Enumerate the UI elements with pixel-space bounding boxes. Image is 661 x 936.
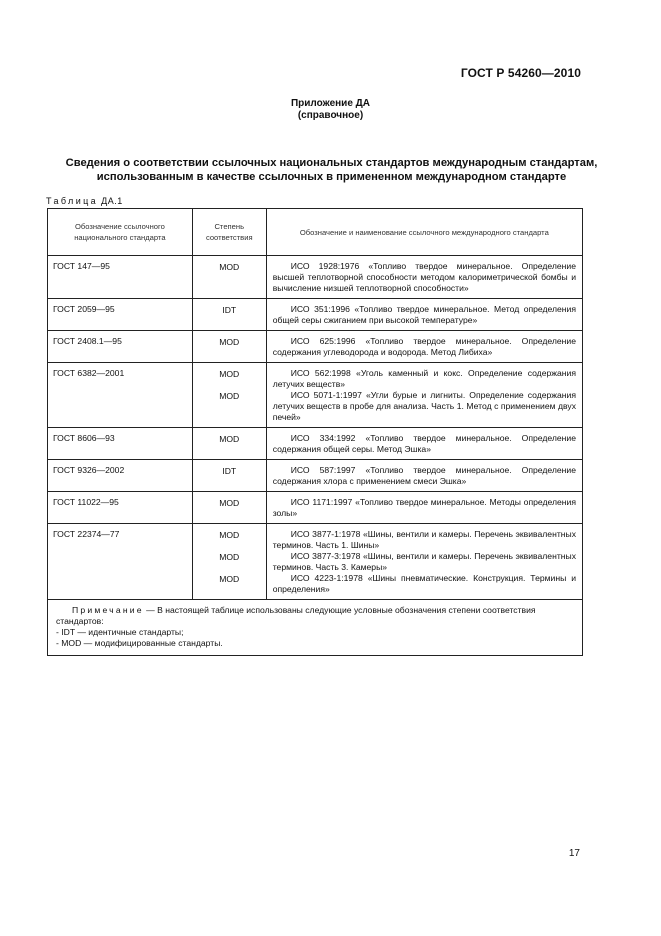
degree-value: MOD: [219, 261, 240, 272]
degree-cell: [192, 428, 266, 460]
degree-value: MOD: [219, 573, 240, 584]
note-item-idt: - IDT — идентичные стандарты;: [56, 627, 184, 637]
degree-value: MOD: [219, 390, 240, 401]
international-standard-ref: ИСО 3877-1:1978 «Шины, вентили и камеры. Перечень эквивалентных терминов. Часть 1. Шины»: [272, 529, 576, 550]
table-row: [48, 331, 583, 363]
international-standard-ref: ИСО 562:1998 «Уголь каменный и кокс. Определение содержания летучих веществ»: [272, 368, 576, 389]
header-national-standard: Обозначение ссылочного национального стандарта: [48, 209, 193, 256]
appendix-kind: (справочное): [297, 110, 364, 121]
national-standard-cell: ГОСТ 22374—77: [48, 524, 193, 600]
international-standard-ref: ИСО 625:1996 «Топливо твердое минеральное. Определение содержания углеводорода и водорода. Метод Либиха»: [272, 336, 576, 357]
degree-cell: [192, 256, 266, 299]
degree-value: MOD: [219, 368, 240, 379]
international-standard-cell: [266, 331, 582, 363]
appendix-name: Приложение ДА: [290, 98, 371, 109]
international-standard-ref: ИСО 4223-1:1978 «Шины пневматические. Конструкция. Термины и определения»: [272, 573, 576, 594]
table-body: [48, 256, 583, 600]
national-standard-cell: ГОСТ 147—95: [48, 256, 193, 299]
national-standard-cell: ГОСТ 2059—95: [48, 299, 193, 331]
note-label: Примечание: [72, 605, 144, 615]
table-caption-number: ДА.1: [101, 196, 123, 206]
national-standard-cell: ГОСТ 11022—95: [48, 492, 193, 524]
appendix-heading: [0, 98, 661, 122]
table-row: [48, 492, 583, 524]
national-standard-cell: ГОСТ 2408.1—95: [48, 331, 193, 363]
note-body: — В настоящей таблице использованы следующие условные обозначения степени соответствия стандартов:: [56, 605, 536, 626]
table-caption: [46, 196, 123, 206]
title-line-2: использованным в качестве ссылочных в примененном международном стандарте: [96, 171, 567, 183]
national-standard-cell: ГОСТ 6382—2001: [48, 363, 193, 428]
page-number: 17: [568, 848, 580, 859]
degree-value: MOD: [219, 551, 240, 562]
international-standard-cell: [266, 524, 582, 600]
title-line-1: Сведения о соответствии ссылочных национальных стандартов международным стандартам,: [65, 157, 598, 169]
header-degree: Степень соответствия: [192, 209, 266, 256]
international-standard-ref: ИСО 587:1997 «Топливо твердое минеральное. Определение содержания хлора с применением смеси Эшка»: [272, 465, 576, 486]
international-standard-cell: [266, 460, 582, 492]
note-item-mod: - MOD — модифицированные стандарты.: [56, 638, 223, 648]
table-row: [48, 299, 583, 331]
table-header-row: [48, 209, 583, 256]
degree-value: IDT: [222, 465, 237, 476]
international-standard-cell: [266, 363, 582, 428]
degree-cell: [192, 363, 266, 428]
table-note: [48, 600, 583, 656]
table-row: [48, 524, 583, 600]
international-standard-ref: ИСО 1928:1976 «Топливо твердое минеральное. Определение высшей теплотворной способности методом калориметрической бомбы и вычисление низшей теплотворной способности»: [272, 261, 576, 293]
international-standard-cell: [266, 428, 582, 460]
international-standard-ref: ИСО 351:1996 «Топливо твердое минеральное. Метод определения общей серы сжиганием при высокой температуре»: [272, 304, 576, 325]
international-standard-ref: ИСО 5071-1:1997 «Угли бурые и лигниты. Определение содержания летучих веществ в пробе для анализа. Часть 1. Метод с применением двух печей»: [272, 390, 576, 422]
international-standard-ref: ИСО 1171:1997 «Топливо твердое минеральное. Методы определения золы»: [272, 497, 576, 518]
national-standard-cell: ГОСТ 8606—93: [48, 428, 193, 460]
international-standard-ref: ИСО 3877-3:1978 «Шины, вентили и камеры. Перечень эквивалентных терминов. Часть 3. Камеры»: [272, 551, 576, 572]
document-designation: ГОСТ Р 54260—2010: [460, 66, 581, 80]
degree-value: MOD: [219, 529, 240, 540]
degree-value: MOD: [219, 497, 240, 508]
table-caption-word: Таблица: [46, 196, 99, 206]
international-standard-cell: [266, 256, 582, 299]
table-row: [48, 256, 583, 299]
national-standard-cell: ГОСТ 9326—2002: [48, 460, 193, 492]
degree-cell: [192, 331, 266, 363]
table-row: [48, 363, 583, 428]
international-standard-ref: ИСО 334:1992 «Топливо твердое минеральное. Определение содержания общей серы. Метод Эшка»: [272, 433, 576, 454]
table-row: [48, 428, 583, 460]
degree-value: IDT: [222, 304, 237, 315]
header-international-standard: Обозначение и наименование ссылочного международного стандарта: [266, 209, 582, 256]
international-standard-cell: [266, 299, 582, 331]
appendix-title: [40, 156, 623, 184]
degree-value: MOD: [219, 336, 240, 347]
table-row: [48, 460, 583, 492]
degree-cell: [192, 524, 266, 600]
degree-value: MOD: [219, 433, 240, 444]
international-standard-cell: [266, 492, 582, 524]
degree-cell: [192, 492, 266, 524]
degree-cell: [192, 299, 266, 331]
note-text: [56, 605, 574, 627]
correspondence-table: [47, 208, 583, 656]
degree-cell: [192, 460, 266, 492]
table-note-row: [48, 600, 583, 656]
